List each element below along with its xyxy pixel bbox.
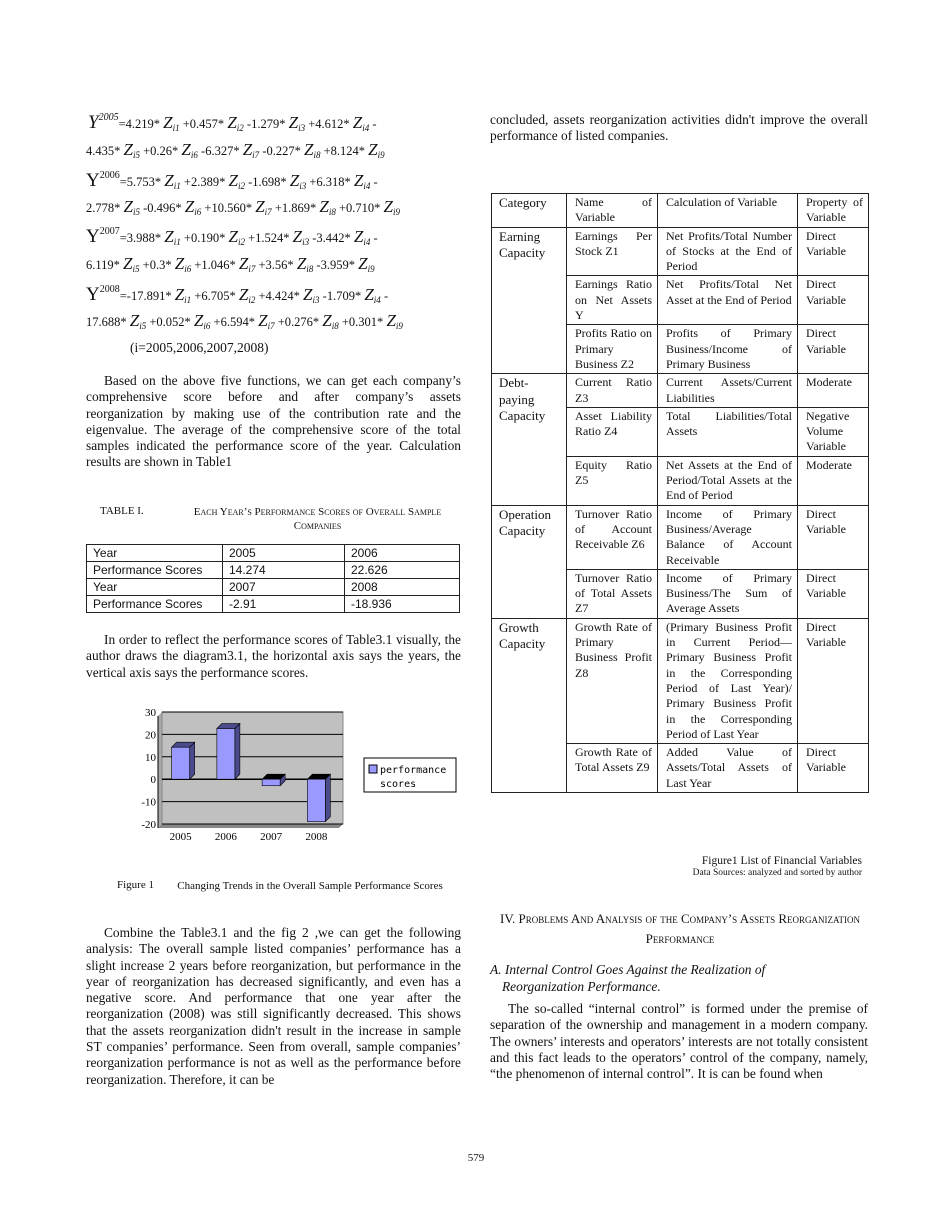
table-row xyxy=(87,545,460,562)
y-tick-label: -20 xyxy=(141,819,156,831)
z-variable: $Z_{i4}$ xyxy=(353,171,371,191)
coefficient: +6.594* xyxy=(210,315,259,329)
category-cell: Operation Capacity xyxy=(492,505,567,618)
equation-index-note: (i=2005,2006,2007,2008) xyxy=(130,340,269,355)
equation-lhs: $Y^{2006}$ xyxy=(86,170,120,191)
coefficient: 4.435* xyxy=(86,144,124,158)
coefficient: +1.524* xyxy=(244,231,293,245)
calculation-cell: (Primary Business Profit in Current Period—Primary Business Profit in the Corresponding Period of Last Year)/ Primary Business Profit in the Corresponding Period of Last Year xyxy=(658,618,798,743)
z-variable: $Z_{i1}$ xyxy=(164,227,181,247)
table-cell: Performance Scores xyxy=(87,562,223,579)
z-variable: $Z_{i7}$ xyxy=(238,254,256,274)
bar-2007 xyxy=(262,779,280,786)
calculation-cell: Net Profits/Total Number of Stocks at the End of Period xyxy=(658,227,798,276)
property-cell: Direct Variable xyxy=(798,569,869,618)
z-variable: $Z_{i3}$ xyxy=(292,227,310,247)
legend-label: performance xyxy=(380,765,447,776)
coefficient: - xyxy=(369,117,377,131)
performance-bar-chart xyxy=(130,700,470,845)
bar-2005 xyxy=(172,747,190,779)
bar-2006 xyxy=(217,729,235,780)
table1-label: TABLE I. xyxy=(100,505,144,517)
variable-name-cell: Turnover Ratio of Total Assets Z7 xyxy=(567,569,658,618)
z-variable: $Z_{i6}$ xyxy=(193,311,211,331)
y-tick-label: 10 xyxy=(145,751,156,764)
coefficient: -3.959* xyxy=(313,258,359,272)
z-variable: $Z_{i2}$ xyxy=(227,113,244,133)
coefficient: +0.301* xyxy=(338,315,387,329)
coefficient: - xyxy=(370,231,378,245)
coefficient: +2.389* xyxy=(180,175,229,189)
coefficient: -0.496* xyxy=(139,201,185,215)
table-row xyxy=(87,562,460,579)
z-variable: $Z_{i5}$ xyxy=(123,254,140,274)
y-tick-label: 0 xyxy=(150,774,156,787)
coefficient: 17.688* xyxy=(86,315,130,329)
coefficient: -1.709* xyxy=(319,289,365,303)
z-variable: $Z_{i5}$ xyxy=(123,197,140,217)
z-variable: $Z_{i9}$ xyxy=(368,140,385,160)
coefficient: -0.227* xyxy=(259,144,304,158)
y-tick-label: 30 xyxy=(145,707,156,719)
x-tick-label: 2005 xyxy=(169,831,192,843)
z-variable: $Z_{i6}$ xyxy=(181,140,198,160)
equation-lhs: $Y^{2008}$ xyxy=(86,284,120,305)
table-cell: 2008 xyxy=(345,579,460,596)
category-cell: Growth Capacity xyxy=(492,618,567,792)
z-variable: $Z_{i7}$ xyxy=(258,311,275,331)
variable-name-cell: Asset Liability Ratio Z4 xyxy=(567,407,658,456)
x-tick-label: 2007 xyxy=(260,831,283,843)
z-variable: $Z_{i6}$ xyxy=(184,197,202,217)
coefficient: +0.190* xyxy=(180,231,229,245)
bar-2008 xyxy=(307,779,325,821)
coefficient: - xyxy=(370,175,378,189)
table-header-cell: Calculation of Variable xyxy=(658,194,798,228)
performance-scores-table xyxy=(86,544,460,613)
coefficient: - xyxy=(380,289,389,303)
z-variable: $Z_{i9}$ xyxy=(386,311,403,331)
table-header-cell: Property of Variable xyxy=(798,194,869,228)
property-cell: Direct Variable xyxy=(798,618,869,743)
calculation-cell: Total Liabilities/Total Assets xyxy=(658,407,798,456)
coefficient: -1.279* xyxy=(243,117,289,131)
table-cell: -18.936 xyxy=(345,596,460,613)
property-cell: Direct Variable xyxy=(798,505,869,569)
calculation-cell: Added Value of Assets/Total Assets of Last Year xyxy=(658,744,798,793)
z-variable: $Z_{i8}$ xyxy=(322,311,339,331)
z-variable: $Z_{i2}$ xyxy=(228,171,245,191)
coefficient: +0.26* xyxy=(139,144,182,158)
coefficient: =4.219* xyxy=(118,117,164,131)
coefficient: +1.869* xyxy=(271,201,320,215)
z-variable: $Z_{i8}$ xyxy=(303,140,321,160)
equation-lhs: $Y^{2007}$ xyxy=(86,226,120,247)
table-row xyxy=(492,227,869,276)
property-cell: Moderate xyxy=(798,374,869,408)
equation-2006-line-2 xyxy=(86,197,466,217)
table-header-cell: Name of Variable xyxy=(567,194,658,228)
z-variable: $Z_{i3}$ xyxy=(303,285,320,305)
table-cell: Performance Scores xyxy=(87,596,223,613)
equation-2007-line-2 xyxy=(86,254,466,274)
z-variable: $Z_{i9}$ xyxy=(383,197,401,217)
z-variable: $Z_{i4}$ xyxy=(353,227,371,247)
coefficient: +0.052* xyxy=(146,315,194,329)
equation-2005-line-1 xyxy=(88,112,468,134)
table-cell: 2005 xyxy=(223,545,345,562)
variable-name-cell: Turnover Ratio of Account Receivable Z6 xyxy=(567,505,658,569)
coefficient: +3.56* xyxy=(255,258,297,272)
coefficient: +10.560* xyxy=(201,201,256,215)
category-cell: Earning Capacity xyxy=(492,227,567,374)
variable-name-cell: Earnings Per Stock Z1 xyxy=(567,227,658,276)
property-cell: Moderate xyxy=(798,456,869,505)
bar-side xyxy=(190,742,195,779)
table-row xyxy=(87,596,460,613)
variable-name-cell: Current Ratio Z3 xyxy=(567,374,658,408)
table-row xyxy=(492,618,869,743)
left-paragraph-1: Based on the above five functions, we can get each company’s comprehensive score before and after company’s assets reorganization by making use of the contribution rate and the eigenvalue. The average of the comprehensive score of the total samples indicated the performance score of the year. Calculation results are shown in Table1 xyxy=(86,373,461,470)
table-cell: 2006 xyxy=(345,545,460,562)
subsection-heading: A. Internal Control Goes Against the Realization of Reorganization Performance. xyxy=(490,962,766,994)
z-variable: $Z_{i4}$ xyxy=(352,113,370,133)
y-tick-label: 20 xyxy=(145,729,156,742)
financial-variables-table xyxy=(491,193,869,793)
z-variable: $Z_{i8}$ xyxy=(296,254,314,274)
figure1-caption: Changing Trends in the Overall Sample Performance Scores xyxy=(177,880,443,892)
property-cell: Direct Variable xyxy=(798,744,869,793)
legend-swatch xyxy=(369,765,377,773)
property-cell: Direct Variable xyxy=(798,276,869,325)
z-variable: $Z_{i6}$ xyxy=(174,254,192,274)
table-cell: -2.91 xyxy=(223,596,345,613)
calculation-cell: Current Assets/Current Liabilities xyxy=(658,374,798,408)
z-variable: $Z_{i5}$ xyxy=(123,140,140,160)
coefficient: +0.3* xyxy=(139,258,175,272)
table-cell: 22.626 xyxy=(345,562,460,579)
figure1-label: Figure 1 xyxy=(117,879,154,891)
figure-list-source: Data Sources: analyzed and sorted by author xyxy=(692,868,862,878)
right-paragraph-0: concluded, assets reorganization activities didn't improve the overall performance of listed companies. xyxy=(490,112,868,144)
equation-2008-line-2 xyxy=(86,311,466,331)
z-variable: $Z_{i3}$ xyxy=(289,171,307,191)
equation-2005-line-2 xyxy=(86,140,466,160)
coefficient: -3.442* xyxy=(309,231,354,245)
table-row xyxy=(87,579,460,596)
table-cell: 14.274 xyxy=(223,562,345,579)
calculation-cell: Net Assets at the End of Period/Total Assets at the End of Period xyxy=(658,456,798,505)
calculation-cell: Income of Primary Business/Average Balance of Account Receivable xyxy=(658,505,798,569)
variable-name-cell: Profits Ratio on Primary Business Z2 xyxy=(567,325,658,374)
coefficient: =3.988* xyxy=(119,231,165,245)
bar-side xyxy=(235,724,240,780)
z-variable: $Z_{i8}$ xyxy=(319,197,336,217)
table1-title: Each Year’s Performance Scores of Overall Sample Companies xyxy=(193,506,442,532)
z-variable: $Z_{i9}$ xyxy=(358,254,375,274)
y-tick-label: -10 xyxy=(141,796,156,809)
coefficient: =-17.891* xyxy=(119,289,175,303)
coefficient: 6.119* xyxy=(86,258,124,272)
plot-floor xyxy=(158,824,343,828)
z-variable: $Z_{i1}$ xyxy=(163,113,180,133)
table-cell: Year xyxy=(87,545,223,562)
variable-name-cell: Growth Rate of Total Assets Z9 xyxy=(567,744,658,793)
property-cell: Direct Variable xyxy=(798,227,869,276)
coefficient: =5.753* xyxy=(119,175,165,189)
coefficient: +0.276* xyxy=(274,315,323,329)
coefficient: +4.612* xyxy=(305,117,353,131)
coefficient: +4.424* xyxy=(255,289,304,303)
table-header-cell: Category xyxy=(492,194,567,228)
equation-2007-line-1 xyxy=(86,226,466,248)
calculation-cell: Income of Primary Business/The Sum of Average Assets xyxy=(658,569,798,618)
z-variable: $Z_{i2}$ xyxy=(238,285,256,305)
property-cell: Negative Volume Variable xyxy=(798,407,869,456)
variable-name-cell: Growth Rate of Primary Business Profit Z8 xyxy=(567,618,658,743)
table-cell: Year xyxy=(87,579,223,596)
coefficient: +0.457* xyxy=(179,117,228,131)
z-variable: $Z_{i1}$ xyxy=(174,285,192,305)
category-cell: Debt-paying Capacity xyxy=(492,374,567,505)
coefficient: +1.046* xyxy=(191,258,239,272)
page-number: 579 xyxy=(467,1152,485,1164)
bar-side xyxy=(325,774,330,821)
equation-2006-line-1 xyxy=(86,170,466,192)
section-heading: IV. Problems And Analysis of the Company’s Assets Reorganization Performance xyxy=(500,911,860,946)
variable-name-cell: Equity Ratio Z5 xyxy=(567,456,658,505)
x-tick-label: 2006 xyxy=(214,831,237,843)
equation-2008-line-1 xyxy=(86,284,466,306)
equation-lhs: $Y^{2005}$ xyxy=(88,112,119,133)
calculation-cell: Profits of Primary Business/Income of Primary Business xyxy=(658,325,798,374)
table-row xyxy=(492,505,869,569)
coefficient: 2.778* xyxy=(86,201,124,215)
right-paragraph-1: The so-called “internal control” is formed under the premise of separation of the ownership and management in a modern company. The owners’ interests and operators’ interests are not totally consistent and this fact leads to the operators’ control of the company, namely, “the phenomenon of internal control”. It is can be found when xyxy=(490,1001,868,1082)
variable-name-cell: Earnings Ratio on Net Assets Y xyxy=(567,276,658,325)
coefficient: +8.124* xyxy=(320,144,369,158)
figure-list-caption: Figure1 List of Financial Variables xyxy=(701,855,862,867)
property-cell: Direct Variable xyxy=(798,325,869,374)
table-cell: 2007 xyxy=(223,579,345,596)
calculation-cell: Net Profits/Total Net Asset at the End of Period xyxy=(658,276,798,325)
left-paragraph-2: In order to reflect the performance scores of Table3.1 visually, the author draws the diagram3.1, the horizontal axis says the years, the vertical axis says the performance scores. xyxy=(86,632,461,680)
z-variable: $Z_{i3}$ xyxy=(288,113,306,133)
table-row xyxy=(492,374,869,408)
z-variable: $Z_{i1}$ xyxy=(164,171,181,191)
coefficient: -6.327* xyxy=(197,144,243,158)
coefficient: +0.710* xyxy=(335,201,384,215)
x-tick-label: 2008 xyxy=(305,831,328,843)
coefficient: +6.705* xyxy=(191,289,239,303)
z-variable: $Z_{i7}$ xyxy=(255,197,272,217)
z-variable: $Z_{i5}$ xyxy=(129,311,147,331)
z-variable: $Z_{i2}$ xyxy=(228,227,245,247)
coefficient: -1.698* xyxy=(244,175,290,189)
legend-label: scores xyxy=(380,779,417,790)
z-variable: $Z_{i4}$ xyxy=(364,285,381,305)
z-variable: $Z_{i7}$ xyxy=(242,140,260,160)
left-paragraph-3: Combine the Table3.1 and the fig 2 ,we can get the following analysis: The overall sample listed companies’ performance has a slight increase 2 years before reorganization, but performance in the year of reorganization has decreased significantly, and even has a negative score. And performance that one year after the reorganization (2008) was still significantly decreased. This shows that the assets reorganization didn't result in the increase in sample ST companies’ performance. Seen from overall, sample companies’ reorganization performance is not as well as the performance before reorganization. Therefore, it can be xyxy=(86,925,461,1087)
coefficient: +6.318* xyxy=(306,175,354,189)
